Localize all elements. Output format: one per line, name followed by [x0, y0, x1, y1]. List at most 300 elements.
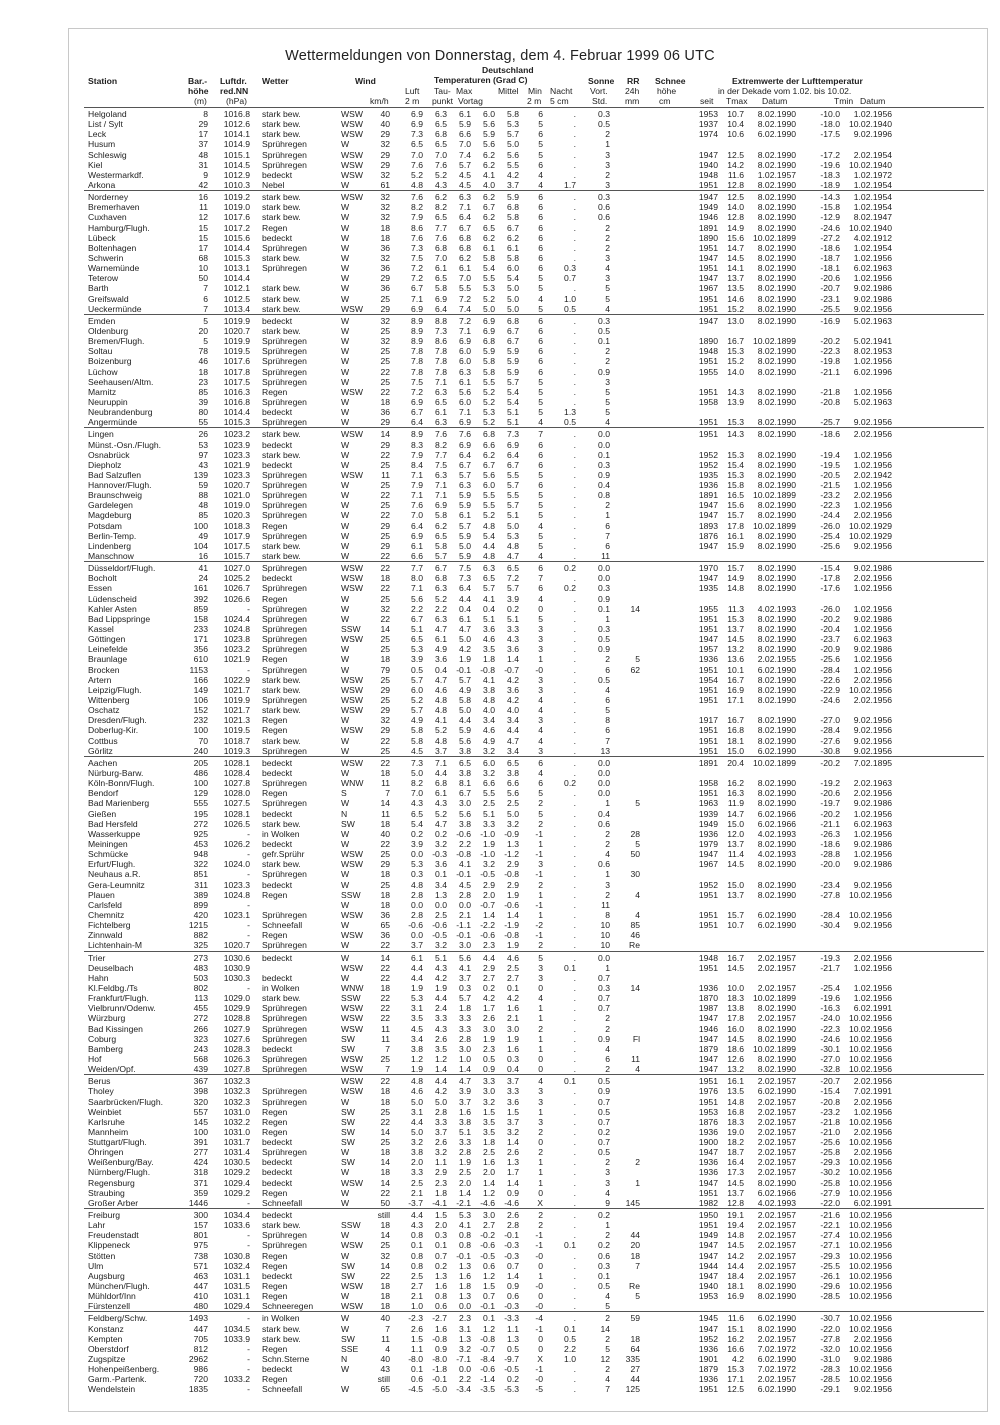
cell-dmax: 2.02.1957: [757, 1096, 796, 1107]
cell-druck: 1031.1: [223, 1291, 250, 1302]
cell-tau: 6.5: [435, 530, 447, 541]
cell-wetter: bedeckt: [262, 459, 293, 470]
cell-seit: 1951: [698, 909, 718, 920]
cell-tau: 1.6: [435, 1281, 447, 1292]
cell-name: Braunschweig: [88, 490, 142, 501]
cell-max: 1.4: [459, 1187, 471, 1198]
cell-rr: 0.3: [598, 982, 610, 993]
cell-kmh: 7: [385, 1043, 390, 1054]
cell-tmin: -28.4: [820, 725, 840, 736]
cell-tmin: -21.8: [820, 386, 840, 397]
cell-name: Freiburg: [88, 1210, 120, 1221]
cell-tau: 6.8: [435, 778, 447, 789]
cell-rr: 3: [605, 179, 610, 190]
cell-name: Leinefelde: [88, 644, 128, 655]
cell-min2: 5.9: [507, 346, 519, 357]
cell-rr: 0.3: [598, 624, 610, 635]
cell-name: Nürnberg/Flugh.: [88, 1167, 151, 1178]
cell-rr: 0.0: [598, 952, 610, 963]
cell-name: Greifswald: [88, 293, 129, 304]
cell-hoehe: 48: [198, 149, 208, 160]
cell-wind: W: [341, 972, 350, 983]
cell-rr: 8: [605, 715, 610, 726]
cell-sonne: .: [573, 119, 576, 130]
cell-tmin: -25.5: [820, 1260, 840, 1271]
table-row: [84, 460, 984, 470]
cell-kmh: 18: [380, 869, 390, 880]
cell-seit: 1947: [698, 1053, 718, 1064]
cell-wetter: stark bew.: [262, 429, 301, 440]
cell-tmin: -20.5: [820, 469, 840, 480]
header-schnee-2: höhe: [657, 86, 677, 96]
cell-wind: SW: [341, 1116, 355, 1127]
cell-luft: 4.9: [411, 715, 423, 726]
cell-max: 4.1: [459, 1220, 471, 1231]
cell-dmax: 8.02.1990: [757, 263, 796, 274]
cell-dmin: 1.02.1956: [853, 273, 892, 284]
cell-min2: 1.3: [507, 838, 519, 849]
cell-wetter: Sprühregen: [262, 530, 307, 541]
header-luft-1: Luft: [405, 86, 420, 96]
cell-kmh: 25: [380, 634, 390, 645]
cell-tau: 7.7: [435, 449, 447, 460]
cell-luft: 7.7: [411, 563, 423, 574]
cell-kmh: 14: [380, 798, 390, 809]
cell-druck: -: [247, 664, 250, 675]
cell-dmin: 2.02.1956: [853, 1126, 892, 1137]
cell-tau: 5.8: [435, 540, 447, 551]
cell-tau: 6.8: [435, 573, 447, 584]
cell-dmin: 9.02.1986: [853, 293, 892, 304]
cell-schnee: 85: [630, 920, 640, 931]
cell-luft: 1.9: [411, 982, 423, 993]
cell-wetter: bedeckt: [262, 879, 293, 890]
cell-hoehe: 113: [194, 993, 208, 1004]
cell-wind: W: [341, 715, 350, 726]
cell-luft: 3.1: [411, 1003, 423, 1014]
cell-schnee: 30: [630, 869, 640, 880]
cell-rr: 4: [605, 263, 610, 274]
cell-name: Coburg: [88, 1033, 117, 1044]
cell-wind: WSW: [341, 169, 363, 180]
cell-min5: 5: [538, 283, 543, 294]
cell-wind: W: [341, 490, 350, 501]
cell-dmin: 1.02.1956: [853, 449, 892, 460]
cell-seit: 1954: [698, 674, 718, 685]
cell-dmax: 2.02.1957: [757, 952, 796, 963]
table-row: [84, 510, 984, 520]
cell-name: Weiden/Opf.: [88, 1064, 136, 1075]
cell-min5: 3: [538, 859, 543, 870]
cell-name: Bad Kissingen: [88, 1023, 143, 1034]
cell-tmax: 14.8: [727, 1096, 744, 1107]
cell-tau: 2.8: [435, 1106, 447, 1117]
cell-sonne: .: [573, 490, 576, 501]
cell-min2: 6.7: [507, 336, 519, 347]
table-row: [84, 233, 984, 243]
cell-luft: 6.0: [411, 684, 423, 695]
cell-wetter: stark bew.: [262, 252, 301, 263]
cell-hoehe: 463: [193, 1270, 208, 1281]
cell-kmh: 18: [380, 1281, 390, 1292]
cell-luft: 7.2: [411, 273, 423, 284]
cell-wind: W: [341, 879, 350, 890]
header-mittel: Mittel: [498, 86, 519, 96]
cell-tmax: 13.8: [727, 1003, 744, 1014]
cell-min2: 1.4: [507, 654, 519, 665]
cell-druck: 1019.9: [223, 695, 250, 706]
cell-min5: 1: [538, 1167, 543, 1178]
cell-luft: 7.0: [411, 149, 423, 160]
cell-mit: -0.2: [480, 1230, 495, 1241]
cell-kmh: 11: [381, 1023, 390, 1034]
cell-druck: 1030.6: [223, 952, 250, 963]
cell-min2: 5.9: [507, 192, 519, 203]
cell-kmh: 25: [380, 530, 390, 541]
cell-min2: 5.0: [507, 808, 519, 819]
cell-kmh: 32: [380, 202, 390, 213]
cell-hoehe: 80: [198, 407, 208, 418]
table-row: [84, 778, 984, 788]
cell-seit: 1948: [698, 346, 718, 357]
cell-dmax: 6.02.1966: [757, 818, 796, 829]
cell-dmin: 1.02.1956: [853, 109, 892, 119]
cell-kmh: 29: [380, 303, 390, 314]
table-row: [84, 429, 984, 439]
cell-min2: 5.8: [507, 212, 519, 223]
cell-tmin: -28.3: [820, 1364, 840, 1375]
cell-tmax: 19.4: [727, 1220, 744, 1231]
cell-rr: 1: [605, 798, 610, 809]
cell-min2: 2.7: [507, 972, 519, 983]
table-row: [84, 665, 984, 675]
cell-luft: 5.8: [411, 735, 423, 746]
cell-wind: W: [341, 654, 350, 665]
table-row: [84, 1178, 984, 1188]
cell-hoehe: 100: [193, 1126, 208, 1137]
cell-luft: 0.5: [411, 664, 423, 675]
cell-dmax: 10.02.1899: [752, 757, 796, 768]
cell-druck: 1012.9: [223, 169, 250, 180]
cell-tmin: -22.6: [820, 674, 840, 685]
cell-tmax: 10.7: [727, 109, 744, 119]
cell-wetter: Regen: [262, 788, 288, 799]
table-row: [84, 202, 984, 212]
cell-kmh: 25: [380, 849, 390, 860]
cell-seit: 1951: [698, 263, 718, 274]
cell-dmax: 2.02.1957: [757, 1137, 796, 1148]
cell-name: Berus: [88, 1076, 111, 1087]
cell-mit: 3.5: [483, 1126, 495, 1137]
cell-luft: 7.1: [411, 490, 423, 501]
cell-seit: 1951: [698, 303, 718, 314]
table-row: [84, 654, 984, 664]
cell-dmax: 6.02.1966: [757, 808, 796, 819]
header-min-2m: 2 m: [527, 96, 542, 106]
cell-seit: 1947: [698, 1250, 718, 1261]
table-row: [84, 119, 984, 129]
cell-sonne: .: [573, 573, 576, 584]
cell-druck: 1019.5: [223, 725, 250, 736]
cell-mit: 2.0: [483, 889, 495, 900]
cell-sonne: .: [573, 366, 576, 377]
cell-hoehe: 17: [198, 242, 208, 253]
cell-dmax: 10.02.1899: [752, 520, 796, 531]
cell-luft: 7.1: [411, 469, 423, 480]
table-row: [84, 1013, 984, 1023]
cell-luft: 5.3: [411, 644, 423, 655]
cell-min5: 6: [538, 325, 543, 336]
cell-seit: 1947: [698, 849, 718, 860]
cell-hoehe: 11: [199, 202, 208, 213]
cell-kmh: still: [377, 1210, 390, 1221]
cell-druck: 1033.6: [223, 1220, 250, 1231]
table-row: [84, 788, 984, 798]
cell-luft: 8.9: [411, 315, 423, 326]
cell-sonne: .: [573, 1230, 576, 1241]
cell-rr: 3: [605, 273, 610, 284]
cell-sonne: .: [573, 972, 576, 983]
cell-hoehe: 367: [193, 1076, 208, 1087]
cell-mit: 6.6: [483, 778, 495, 789]
cell-seit: 1936: [698, 1167, 718, 1178]
cell-wetter: bedeckt: [262, 573, 293, 584]
cell-rr: 9: [605, 1197, 610, 1208]
cell-min2: 1.7: [507, 1167, 519, 1178]
cell-wind: WSW: [341, 1003, 363, 1014]
cell-wind: W: [341, 952, 350, 963]
cell-rr: 0.2: [598, 1210, 610, 1221]
cell-sonne: .: [573, 1003, 576, 1014]
table-row: [84, 326, 984, 336]
cell-luft: 2.2: [411, 603, 423, 614]
cell-tau: 2.2: [435, 603, 447, 614]
cell-rr: 10: [600, 930, 610, 941]
cell-min5: 4: [538, 593, 543, 604]
cell-min5: -1: [535, 828, 543, 839]
cell-name: Straubing: [88, 1187, 125, 1198]
cell-luft: -8.0: [408, 1354, 423, 1365]
cell-hoehe: 171: [193, 634, 208, 645]
cell-max: 1.8: [459, 1003, 471, 1014]
cell-wetter: Sprühregen: [262, 909, 307, 920]
cell-wind: SW: [341, 1033, 355, 1044]
cell-rr: 1: [605, 962, 610, 973]
cell-mit: -0.6: [480, 1364, 495, 1375]
cell-luft: 0.3: [411, 869, 423, 880]
cell-wetter: Schneefall: [262, 1197, 303, 1208]
cell-min2: -0.7: [504, 664, 519, 675]
cell-luft: 5.3: [411, 993, 423, 1004]
cell-druck: 1032.4: [223, 1260, 250, 1271]
cell-rr: 0.5: [598, 1147, 610, 1158]
cell-dmin: 1.02.1954: [853, 179, 892, 190]
cell-tmax: 17.1: [727, 695, 744, 706]
cell-wind: WNW: [341, 982, 364, 993]
cell-wetter: Sprühregen: [262, 644, 307, 655]
cell-sonne: .: [573, 500, 576, 511]
cell-max: 0.0: [459, 1301, 471, 1312]
cell-wind: W: [341, 1197, 350, 1208]
cell-mit: 6.2: [483, 149, 495, 160]
cell-seit: 1957: [698, 644, 718, 655]
cell-dmin: 9.02.1986: [853, 838, 892, 849]
cell-min5: 6: [538, 232, 543, 243]
cell-tmin: -29.3: [820, 1250, 840, 1261]
cell-tmin: -18.6: [820, 429, 840, 440]
cell-max: -0.8: [456, 849, 471, 860]
cell-luft: 2.7: [411, 1281, 423, 1292]
cell-sonne: 0.1: [564, 1240, 576, 1251]
cell-tmin: -23.2: [820, 1106, 840, 1117]
cell-hoehe: 205: [193, 757, 208, 768]
station-group: [84, 108, 984, 190]
cell-min5: 0: [538, 1187, 543, 1198]
cell-wind: WSW: [341, 962, 363, 973]
table-row: [84, 746, 984, 756]
cell-min5: -1: [535, 1323, 543, 1334]
cell-name: Hohenpeißenberg.: [88, 1364, 160, 1375]
cell-kmh: 32: [380, 139, 390, 150]
cell-wetter: gefr.Sprühr: [262, 849, 305, 860]
cell-mit: 1.2: [483, 1270, 495, 1281]
cell-name: Schmücke: [88, 849, 129, 860]
cell-wetter: Sprühregen: [262, 664, 307, 675]
cell-dmax: 8.02.1990: [757, 583, 796, 594]
cell-rr: 0.4: [598, 480, 610, 491]
cell-tmax: 10.4: [727, 119, 744, 130]
cell-schnee: 14: [630, 982, 640, 993]
cell-mit: -3.5: [480, 1384, 495, 1395]
cell-mit: 0.1: [483, 1313, 495, 1324]
cell-kmh: 25: [380, 674, 390, 685]
cell-tau: 2.5: [435, 909, 447, 920]
cell-tmin: -21.1: [820, 818, 840, 829]
cell-min5: 1: [538, 1157, 543, 1168]
cell-dmax: 8.02.1990: [757, 417, 796, 428]
cell-dmin: 10.02.1956: [848, 1270, 892, 1281]
table-row: [84, 1137, 984, 1147]
cell-sonne: 1.0: [564, 293, 576, 304]
cell-sonne: .: [573, 530, 576, 541]
cell-rr: 0.3: [598, 1260, 610, 1271]
cell-wind: WSW: [341, 192, 363, 203]
cell-wetter: stark bew.: [262, 1323, 301, 1334]
cell-wind: W: [341, 346, 350, 357]
cell-schnee: 4: [635, 909, 640, 920]
cell-dmin: 1.02.1956: [853, 1106, 892, 1117]
cell-luft: 0.8: [411, 1230, 423, 1241]
cell-wind: W: [341, 366, 350, 377]
cell-rr: 0.0: [598, 778, 610, 789]
cell-dmin: 10.02.1956: [848, 1291, 892, 1302]
cell-dmax: 8.02.1990: [757, 192, 796, 203]
cell-kmh: 18: [380, 654, 390, 665]
cell-kmh: 25: [380, 459, 390, 470]
cell-hoehe: 106: [193, 695, 208, 706]
cell-druck: -: [247, 1384, 250, 1395]
cell-max: -0.1: [456, 664, 471, 675]
cell-rr: 10: [600, 940, 610, 951]
cell-wetter: Sprühregen: [262, 366, 307, 377]
cell-rr: 12: [600, 1354, 610, 1365]
cell-sonne: .: [573, 705, 576, 716]
cell-wind: W: [341, 838, 350, 849]
cell-tmin: -22.0: [820, 1197, 840, 1208]
cell-seit: 1951: [698, 293, 718, 304]
cell-hoehe: 39: [198, 396, 208, 407]
cell-luft: 0.2: [411, 828, 423, 839]
cell-dmin: 9.02.1986: [853, 644, 892, 655]
cell-wind: W: [341, 336, 350, 347]
cell-seit: 1951: [698, 613, 718, 624]
cell-min5: 5: [538, 139, 543, 150]
cell-dmin: 10.02.1929: [848, 530, 892, 541]
cell-tau: -0.1: [432, 1374, 447, 1385]
cell-mit: 1.5: [483, 1281, 495, 1292]
cell-min5: 5: [538, 119, 543, 130]
cell-max: 6.6: [459, 129, 471, 140]
cell-min5: -1: [535, 1240, 543, 1251]
cell-sonne: .: [573, 757, 576, 768]
cell-max: 5.6: [459, 808, 471, 819]
cell-sonne: .: [573, 169, 576, 180]
cell-wetter: Sprühregen: [262, 242, 307, 253]
cell-tmin: -19.4: [820, 449, 840, 460]
cell-dmax: 2.02.1957: [757, 1157, 796, 1168]
cell-dmin: 6.02.1991: [853, 1197, 892, 1208]
cell-rr: 6: [605, 1053, 610, 1064]
cell-druck: 1032.2: [223, 1116, 250, 1127]
cell-rr: 0.7: [598, 993, 610, 1004]
cell-tmin: -10.0: [820, 109, 840, 119]
cell-seit: 1947: [698, 540, 718, 551]
cell-kmh: 18: [380, 1301, 390, 1312]
cell-druck: 1012.6: [223, 119, 250, 130]
cell-min2: 5.0: [507, 520, 519, 531]
cell-mit: 5.8: [483, 356, 495, 367]
cell-sonne: .: [573, 520, 576, 531]
cell-seit: 1951: [698, 889, 718, 900]
cell-mit: 5.5: [483, 500, 495, 511]
cell-mit: 3.2: [483, 859, 495, 870]
cell-rr: 6: [605, 725, 610, 736]
cell-kmh: 25: [380, 376, 390, 387]
cell-tmax: 12.5: [727, 1384, 744, 1395]
cell-seit: 1951: [698, 788, 718, 799]
cell-max: 5.8: [459, 695, 471, 706]
cell-name: Oldenburg: [88, 325, 129, 336]
cell-name: Leipzig/Flugh.: [88, 684, 142, 695]
cell-tmax: 15.3: [727, 417, 744, 428]
cell-tau: 7.8: [435, 366, 447, 377]
header-nacht-5cm: 5 cm: [550, 96, 569, 106]
cell-mit: 4.2: [483, 993, 495, 1004]
cell-kmh: 36: [380, 930, 390, 941]
cell-tau: 6.3: [435, 109, 447, 119]
cell-max: -2.1: [456, 1197, 471, 1208]
cell-seit: 1948: [698, 169, 718, 180]
cell-rr: 0.5: [598, 1076, 610, 1087]
cell-min5: 2: [538, 1023, 543, 1034]
cell-tau: 7.1: [435, 376, 447, 387]
cell-dmax: 8.02.1990: [757, 838, 796, 849]
cell-max: 7.1: [459, 325, 471, 336]
cell-mit: 5.4: [483, 263, 495, 274]
cell-sonne: .: [573, 396, 576, 407]
cell-rr: 0.1: [598, 603, 610, 614]
cell-wind: WSW: [341, 1076, 363, 1087]
